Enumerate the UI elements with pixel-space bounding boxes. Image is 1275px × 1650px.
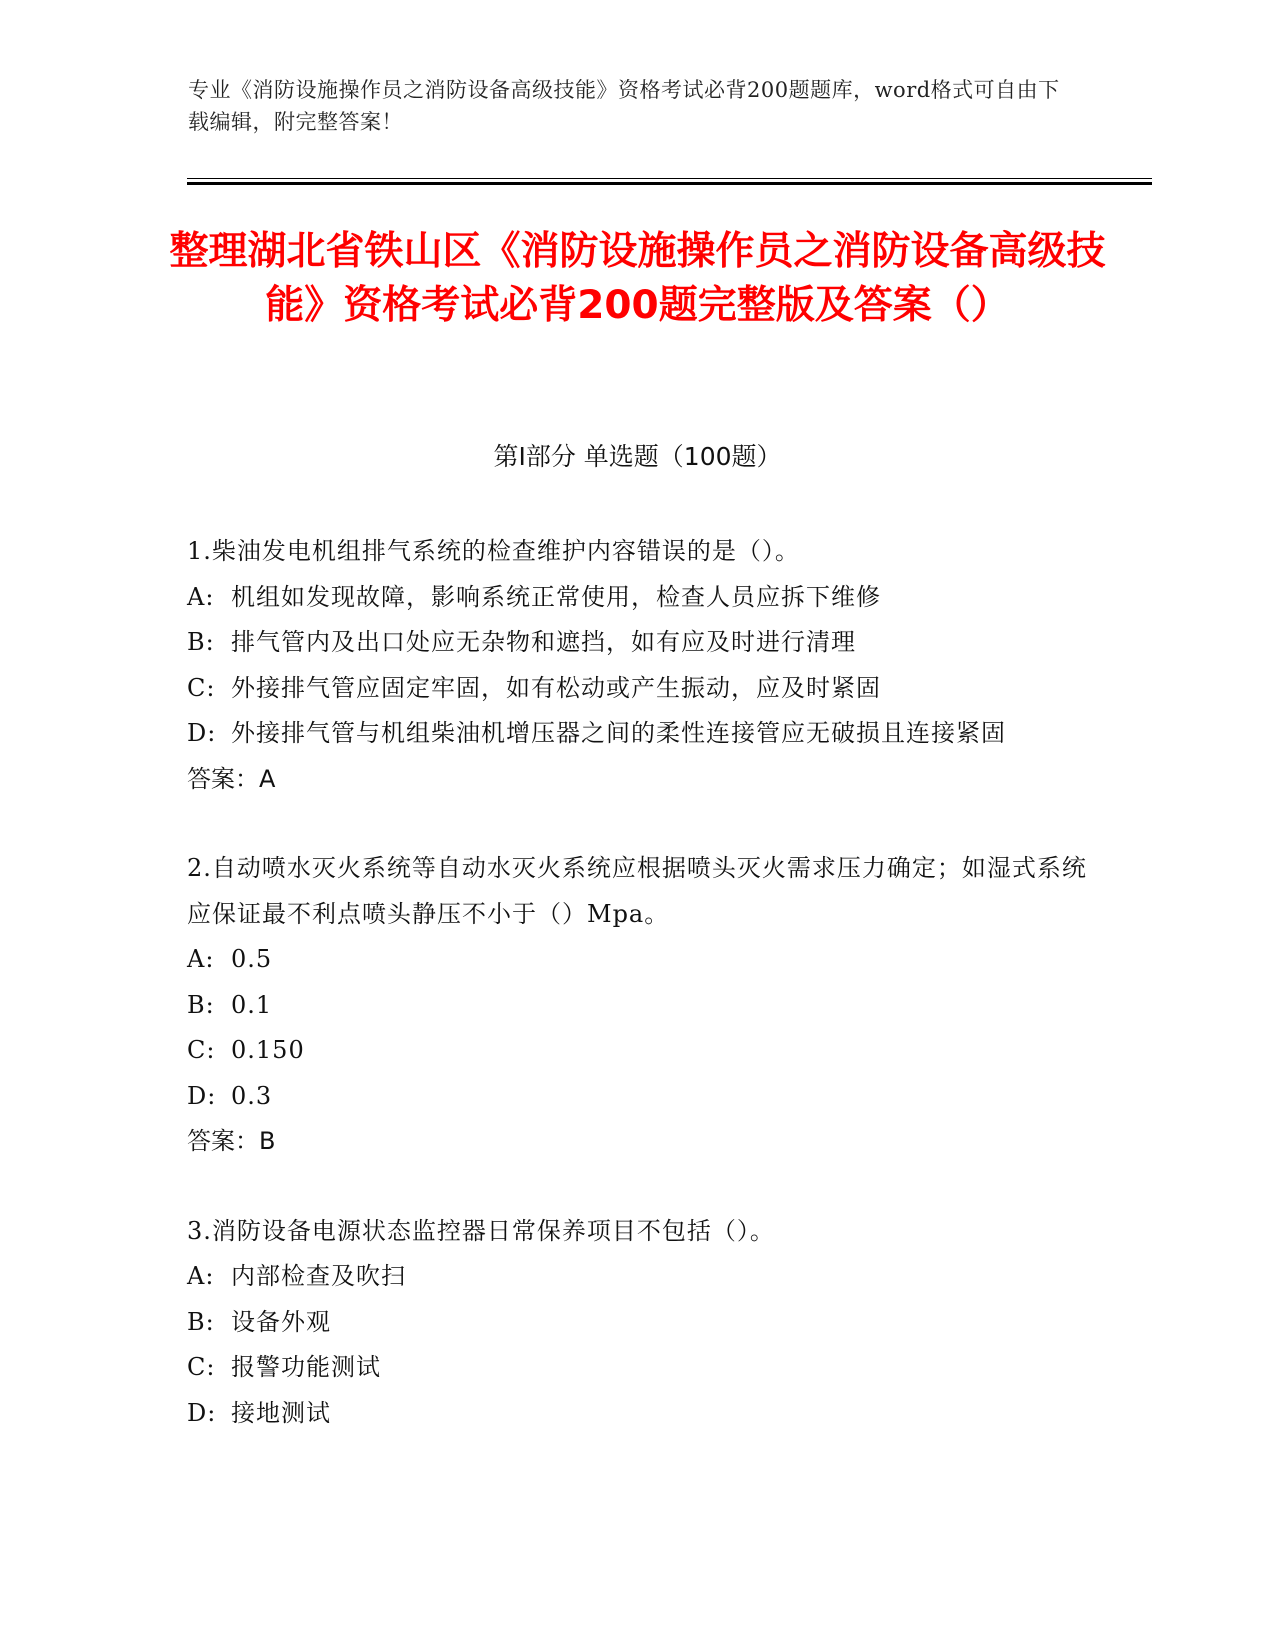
question-list (187, 529, 1087, 1480)
option-b (187, 620, 1087, 666)
option-c (187, 1028, 1087, 1074)
option-a (187, 1254, 1087, 1300)
option-a (187, 575, 1087, 621)
option-d (187, 711, 1087, 757)
answer-label: 答案： (187, 764, 259, 793)
option-letter: B: (187, 1307, 215, 1336)
option-text: 0.1 (231, 990, 273, 1019)
option-text: 报警功能测试 (231, 1353, 381, 1381)
question-stem: 1.柴油发电机组排气系统的检查维护内容错误的是（）。 (187, 537, 800, 565)
option-text: 外接排气管与机组柴油机增压器之间的柔性连接管应无破损且连接紧固 (231, 719, 1006, 747)
option-text: 0.3 (231, 1081, 273, 1110)
answer-line (187, 757, 1087, 803)
answer-value: A (259, 764, 276, 793)
option-letter: B: (187, 990, 215, 1019)
option-c (187, 666, 1087, 712)
option-text: 排气管内及出口处应无杂物和遮挡，如有应及时进行清理 (231, 628, 856, 656)
option-d (187, 1391, 1087, 1437)
question-2 (187, 846, 1087, 1165)
header-note: 专业《消防设施操作员之消防设备高级技能》资格考试必背200题题库，word格式可自由下载编辑，附完整答案！ (188, 78, 1060, 134)
section-title: 第Ⅰ部分 单选题（100题） (493, 442, 782, 471)
option-b (187, 983, 1087, 1029)
option-letter: B: (187, 628, 215, 656)
option-letter: C: (187, 673, 216, 702)
option-text: 外接排气管应固定牢固，如有松动或产生振动，应及时紧固 (231, 673, 881, 702)
answer-value: B (259, 1127, 276, 1155)
header-divider-thick (187, 182, 1152, 185)
option-a (187, 937, 1087, 983)
option-text: 机组如发现故障，影响系统正常使用，检查人员应拆下维修 (231, 582, 881, 611)
option-c (187, 1345, 1087, 1391)
option-letter: C: (187, 1036, 216, 1064)
document-title: 整理湖北省铁山区《消防设施操作员之消防设备高级技能》资格考试必背200题完整版及答案（） (169, 229, 1106, 328)
option-letter: A: (187, 1262, 215, 1290)
option-text: 0.150 (231, 1036, 305, 1064)
option-letter: A: (187, 945, 215, 973)
option-text: 0.5 (231, 945, 273, 973)
option-b (187, 1300, 1087, 1346)
question-3 (187, 1209, 1087, 1437)
question-stem: 2.自动喷水灭火系统等自动水灭火系统应根据喷头灭火需求压力确定；如湿式系统应保证最不利点喷头静压不小于（）Mpa。 (187, 854, 1087, 928)
question-stem: 3.消防设备电源状态监控器日常保养项目不包括（）。 (187, 1216, 775, 1245)
option-text: 接地测试 (231, 1398, 331, 1427)
option-letter: A: (187, 582, 215, 611)
option-text: 内部检查及吹扫 (231, 1262, 406, 1290)
option-letter: D: (187, 1081, 217, 1110)
answer-line (187, 1119, 1087, 1165)
question-1 (187, 529, 1087, 802)
answer-label: 答案： (187, 1127, 259, 1155)
option-letter: D: (187, 719, 217, 747)
option-text: 设备外观 (231, 1307, 331, 1336)
option-d (187, 1074, 1087, 1120)
header-divider-thin (187, 178, 1152, 179)
option-letter: D: (187, 1398, 217, 1427)
option-letter: C: (187, 1353, 216, 1381)
